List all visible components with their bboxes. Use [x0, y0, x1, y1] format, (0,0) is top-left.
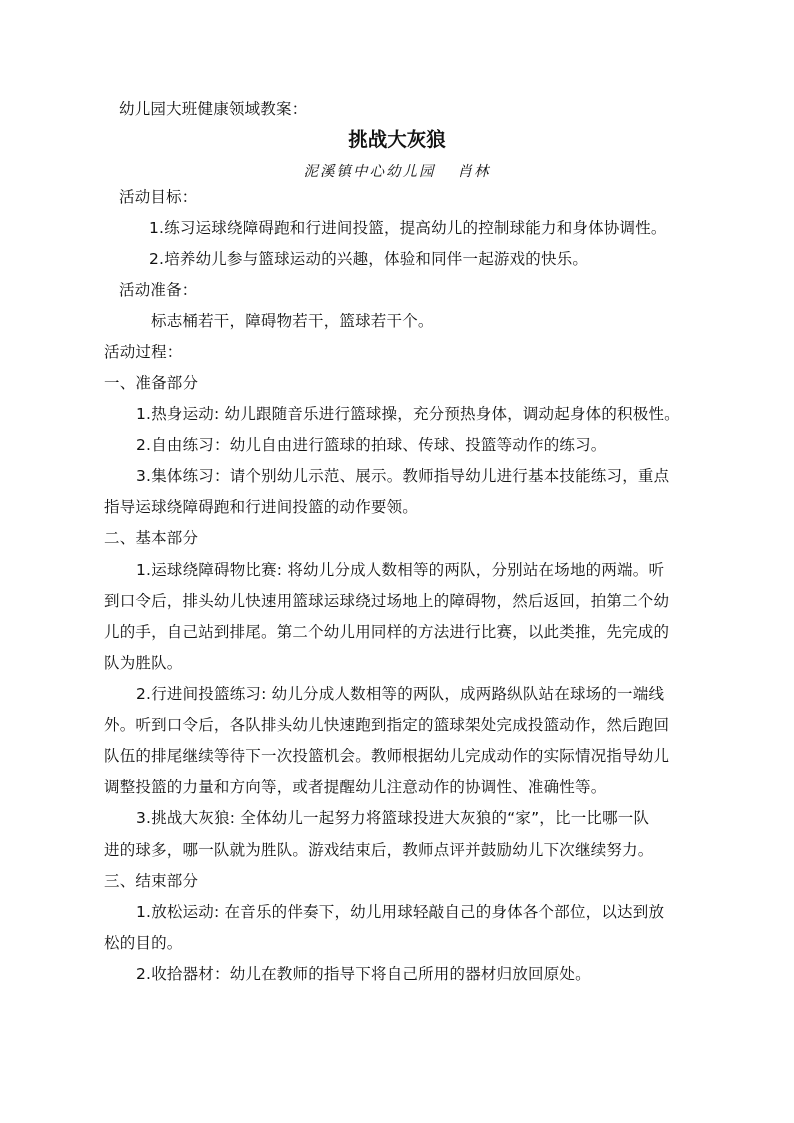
part2-item-2-line2: 外。听到口令后，各队排头幼儿快速跑到指定的篮球架处完成投篮动作，然后跑回 [104, 716, 670, 734]
part2-item-1-line2: 到口令后，排头幼儿快速用篮球运球绕过场地上的障碍物，然后返回，拍第二个幼 [104, 592, 670, 610]
author-name: 肖林 [457, 164, 491, 180]
goal-item-1: 1.练习运球绕障碍跑和行进间投篮，提高幼儿的控制球能力和身体协调性。 [149, 219, 667, 237]
part2-item-2-line3: 队伍的排尾继续等待下一次投篮机会。教师根据幼儿完成动作的实际情况指导幼儿 [104, 747, 670, 765]
prep-text: 标志桶若干，障碍物若干，篮球若干个。 [151, 312, 434, 330]
part1-item-2: 2.自由练习：幼儿自由进行篮球的拍球、传球、投篮等动作的练习。 [136, 436, 607, 454]
part2-item-3-line2: 进的球多，哪一队就为胜队。游戏结束后，教师点评并鼓励幼儿下次继续努力。 [104, 841, 654, 859]
document-header: 幼儿园大班健康领域教案： [119, 100, 308, 118]
part2-item-2-line4: 调整投篮的力量和方向等，或者提醒幼儿注意动作的协调性、准确性等。 [104, 778, 607, 796]
goal-heading: 活动目标： [119, 188, 198, 206]
part3-item-1-line2: 松的目的。 [104, 934, 183, 952]
part1-item-1: 1.热身运动: 幼儿跟随音乐进行篮球操，充分预热身体，调动起身体的积极性。 [136, 405, 680, 423]
part2-heading: 二、基本部分 [104, 529, 199, 547]
part3-item-2: 2.收拾器材：幼儿在教师的指导下将自己所用的器材归放回原处。 [136, 965, 591, 983]
part1-item-3-line1: 3.集体练习：请个别幼儿示范、展示。教师指导幼儿进行基本技能练习，重点 [136, 467, 670, 485]
part1-heading: 一、准备部分 [104, 374, 199, 392]
author-line [0, 162, 794, 182]
process-heading: 活动过程： [104, 343, 183, 361]
part3-heading: 三、结束部分 [104, 872, 199, 890]
part3-item-1-line1: 1.放松运动: 在音乐的伴奏下，幼儿用球轻敲自己的身体各个部位，以达到放 [136, 903, 665, 921]
part2-item-2-line1: 2.行进间投篮练习: 幼儿分成人数相等的两队，成两路纵队站在球场的一端线 [136, 685, 665, 703]
part2-item-1-line4: 队为胜队。 [104, 654, 183, 672]
part2-item-3-line1: 3.挑战大灰狼: 全体幼儿一起努力将篮球投进大灰狼的“家”，比一比哪一队 [136, 809, 650, 827]
author-school: 泥溪镇中心幼儿园 [303, 164, 436, 180]
part2-item-1-line3: 儿的手，自己站到排尾。第二个幼儿用同样的方法进行比赛，以此类推，先完成的 [104, 623, 670, 641]
document-title: 挑战大灰狼 [348, 128, 446, 151]
goal-item-2: 2.培养幼儿参与篮球运动的兴趣，体验和同伴一起游戏的快乐。 [149, 250, 589, 268]
part1-item-3-line2: 指导运球绕障碍跑和行进间投篮的动作要领。 [104, 498, 419, 516]
part2-item-1-line1: 1.运球绕障碍物比赛: 将幼儿分成人数相等的两队，分别站在场地的两端。听 [136, 561, 665, 579]
prep-heading: 活动准备： [119, 281, 198, 299]
